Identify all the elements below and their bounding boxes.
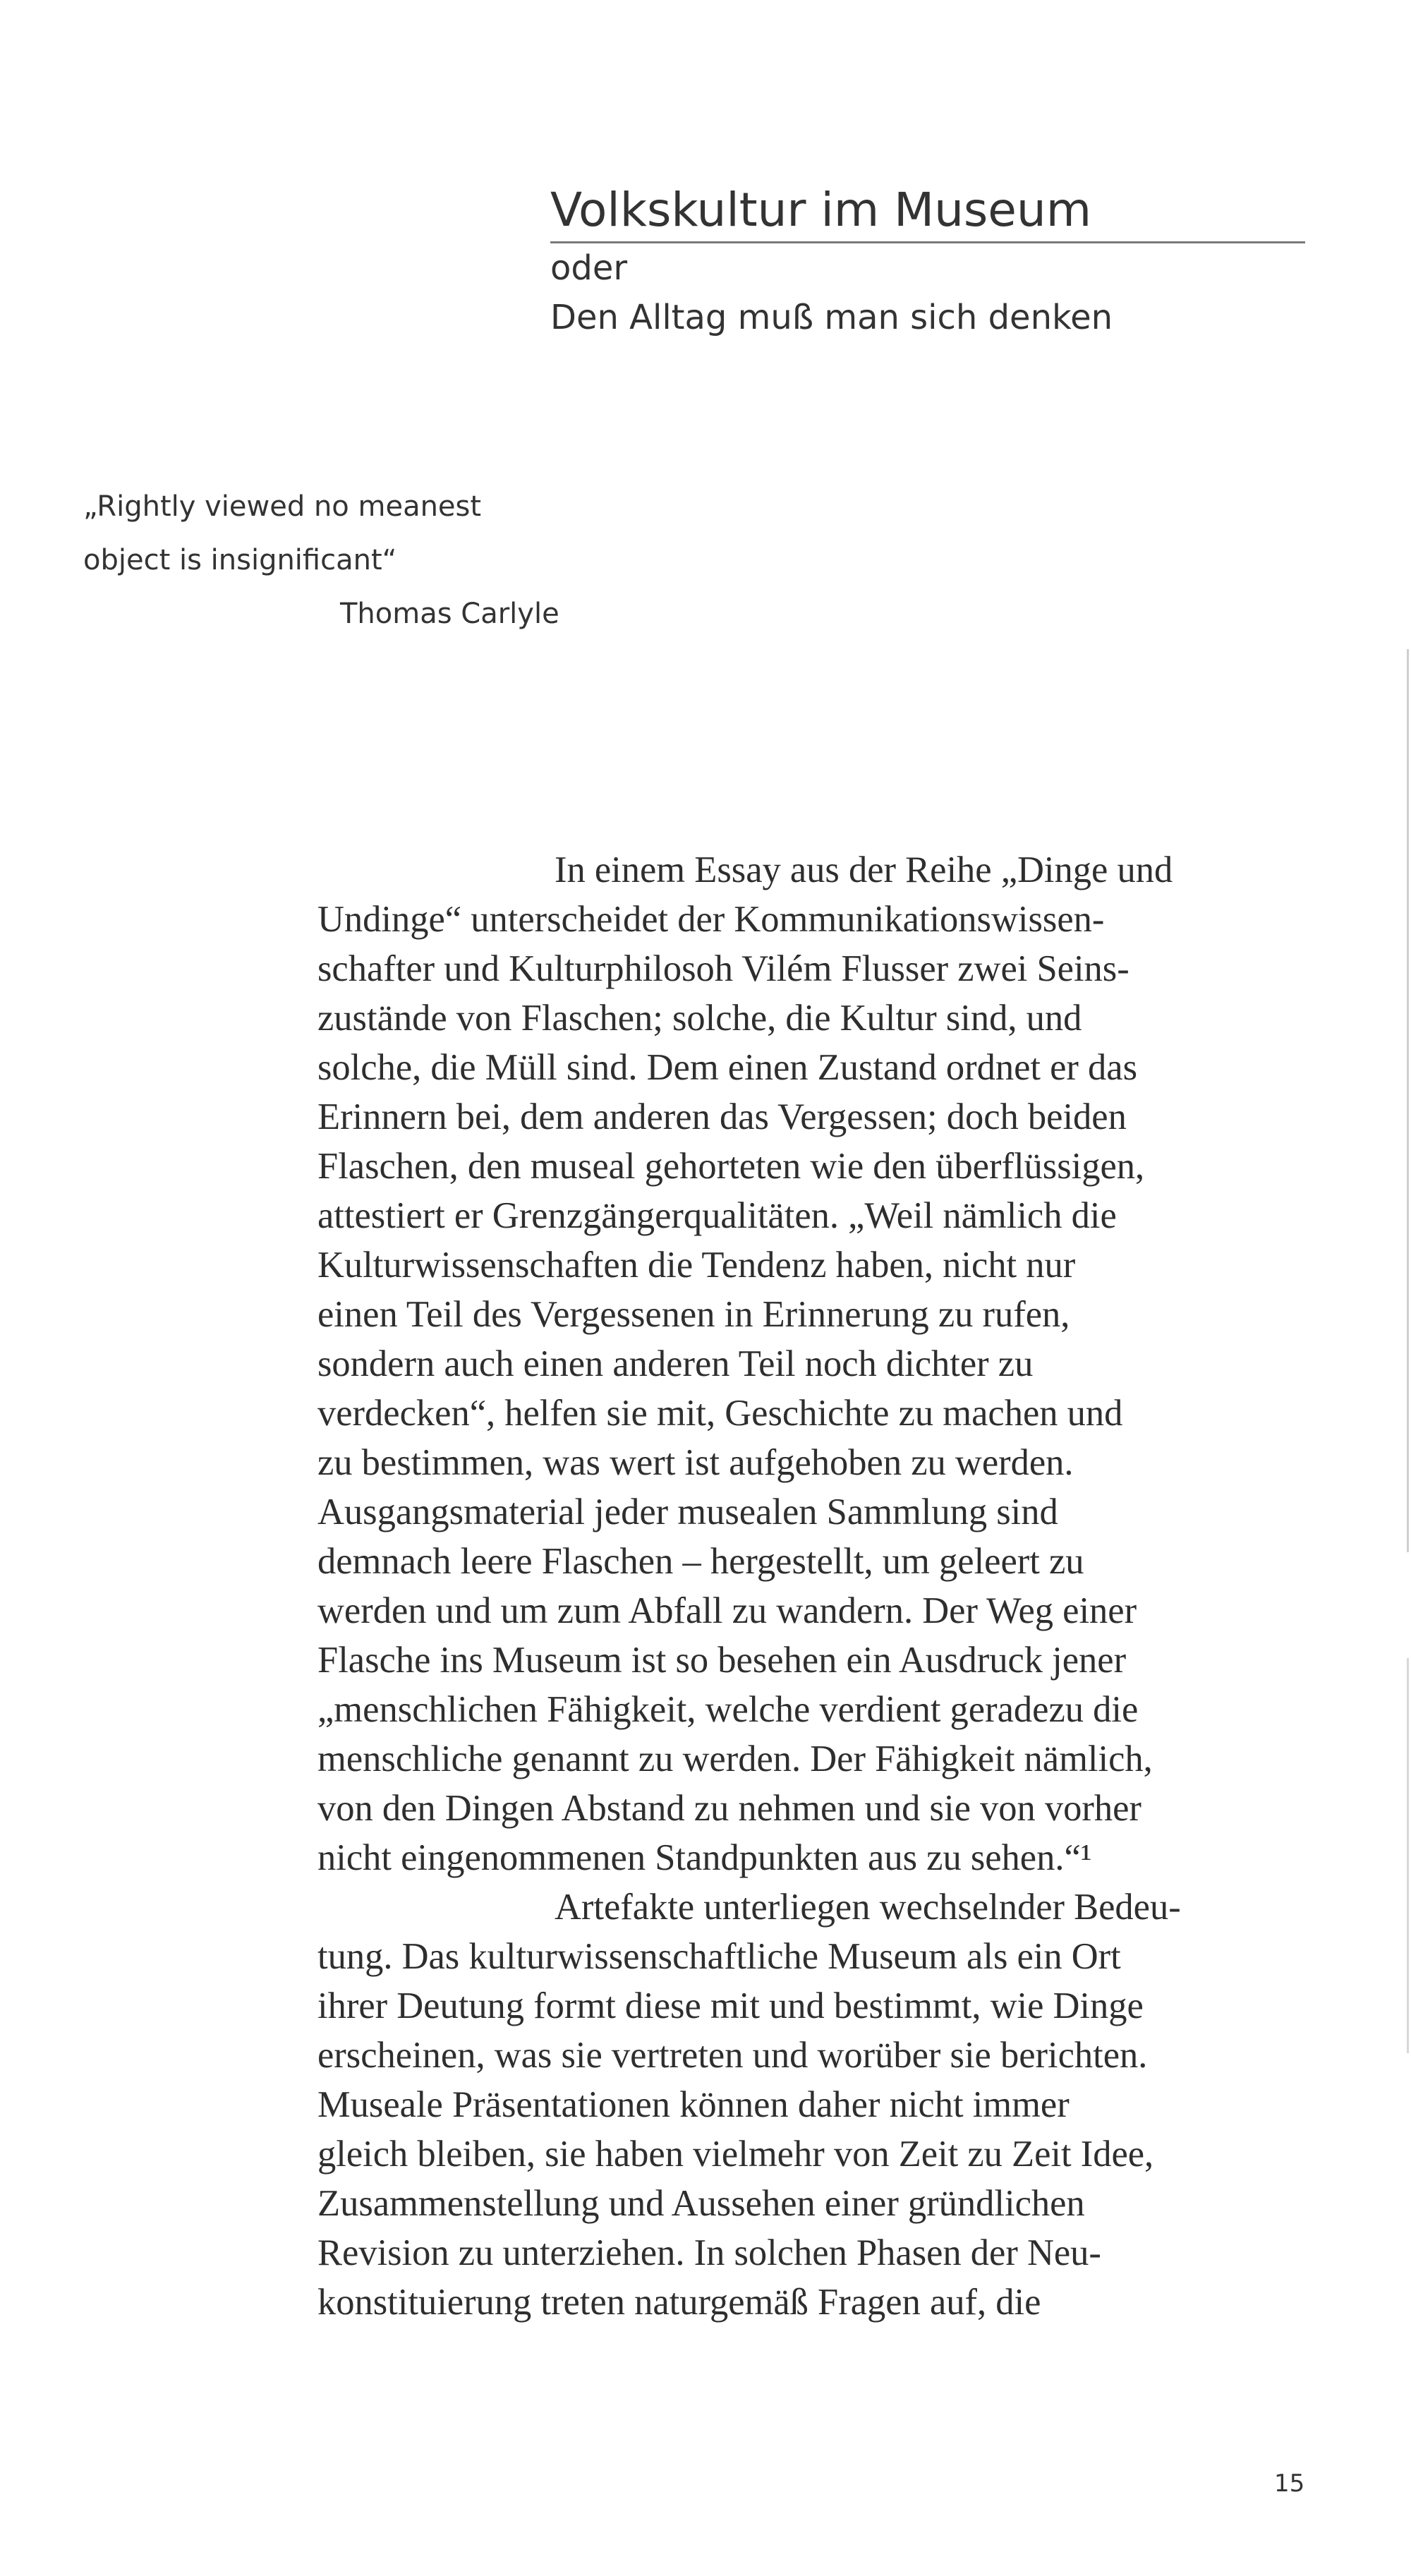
body-line: nicht eingenommenen Standpunkten aus zu sehen.“¹: [317, 1837, 1092, 1878]
body-line: Erinnern bei, dem anderen das Vergessen; doch beiden: [317, 1096, 1127, 1137]
body-line: Revision zu unterziehen. In solchen Phasen der Neu-: [317, 2232, 1101, 2273]
body-line: schafter und Kulturphilosoh Vilém Flusser zwei Seins-: [317, 948, 1130, 989]
body-line: Undinge“ unterscheidet der Kommunikationswissen-: [317, 899, 1105, 940]
page-edge-shadow-lower: [1407, 1658, 1409, 2053]
body-line: verdecken“, helfen sie mit, Geschichte zu machen und: [317, 1393, 1123, 1434]
body-line: konstituierung treten naturgemäß Fragen auf, die: [317, 2282, 1041, 2323]
body-line: von den Dingen Abstand zu nehmen und sie von vorher: [317, 1788, 1141, 1829]
body-line: gleich bleiben, sie haben vielmehr von Zeit zu Zeit Idee,: [317, 2134, 1154, 2175]
body-line: Ausgangsmaterial jeder musealen Sammlung sind: [317, 1492, 1058, 1532]
body-line: Artefakte unterliegen wechselnder Bedeu-: [555, 1887, 1181, 1928]
epigraph-quote-line-2: object is insignificant“: [83, 544, 397, 576]
body-line: „menschlichen Fähigkeit, welche verdient geradezu die: [317, 1689, 1139, 1730]
body-line: sondern auch einen anderen Teil noch dichter zu: [317, 1343, 1034, 1384]
page-number: 15: [1274, 2469, 1305, 2498]
body-line: tung. Das kulturwissenschaftliche Museum als ein Ort: [317, 1936, 1121, 1977]
body-text: [317, 845, 1298, 2327]
body-line: erscheinen, was sie vertreten und worüber sie berichten.: [317, 2035, 1148, 2076]
epigraph-quote-line-1: „Rightly viewed no meanest: [83, 490, 482, 523]
body-line: werden und um zum Abfall zu wandern. Der Weg einer: [317, 1590, 1137, 1631]
chapter-heading: [550, 182, 1305, 342]
chapter-subtitle-line-2: Den Alltag muß man sich denken: [550, 298, 1113, 337]
epigraph-author: Thomas Carlyle: [340, 598, 559, 630]
body-line: Museale Präsentationen können daher nicht immer: [317, 2084, 1070, 2125]
body-line: ihrer Deutung formt diese mit und bestimmt, wie Dinge: [317, 1985, 1144, 2026]
body-line: Flaschen, den museal gehorteten wie den überflüssigen,: [317, 1146, 1145, 1187]
page-edge-shadow: [1407, 649, 1409, 1552]
body-line: einen Teil des Vergessenen in Erinnerung zu rufen,: [317, 1294, 1070, 1335]
body-line: Zusammenstellung und Aussehen einer gründlichen: [317, 2183, 1085, 2224]
chapter-title: Volkskultur im Museum: [550, 182, 1305, 243]
body-line: Flasche ins Museum ist so besehen ein Ausdruck jener: [317, 1640, 1127, 1681]
body-line: menschliche genannt zu werden. Der Fähigkeit nämlich,: [317, 1739, 1153, 1779]
body-line: zu bestimmen, was wert ist aufgehoben zu werden.: [317, 1442, 1074, 1483]
body-line: In einem Essay aus der Reihe „Dinge und: [555, 849, 1173, 890]
epigraph: [83, 480, 577, 641]
body-line: Kulturwissenschaften die Tendenz haben, nicht nur: [317, 1245, 1076, 1286]
chapter-subtitle-line-1: oder: [550, 248, 628, 288]
body-line: solche, die Müll sind. Dem einen Zustand ordnet er das: [317, 1047, 1138, 1088]
body-line: zustände von Flaschen; solche, die Kultur sind, und: [317, 998, 1082, 1039]
body-line: attestiert er Grenzgängerqualitäten. „Weil nämlich die: [317, 1195, 1117, 1236]
body-line: demnach leere Flaschen – hergestellt, um geleert zu: [317, 1541, 1084, 1582]
